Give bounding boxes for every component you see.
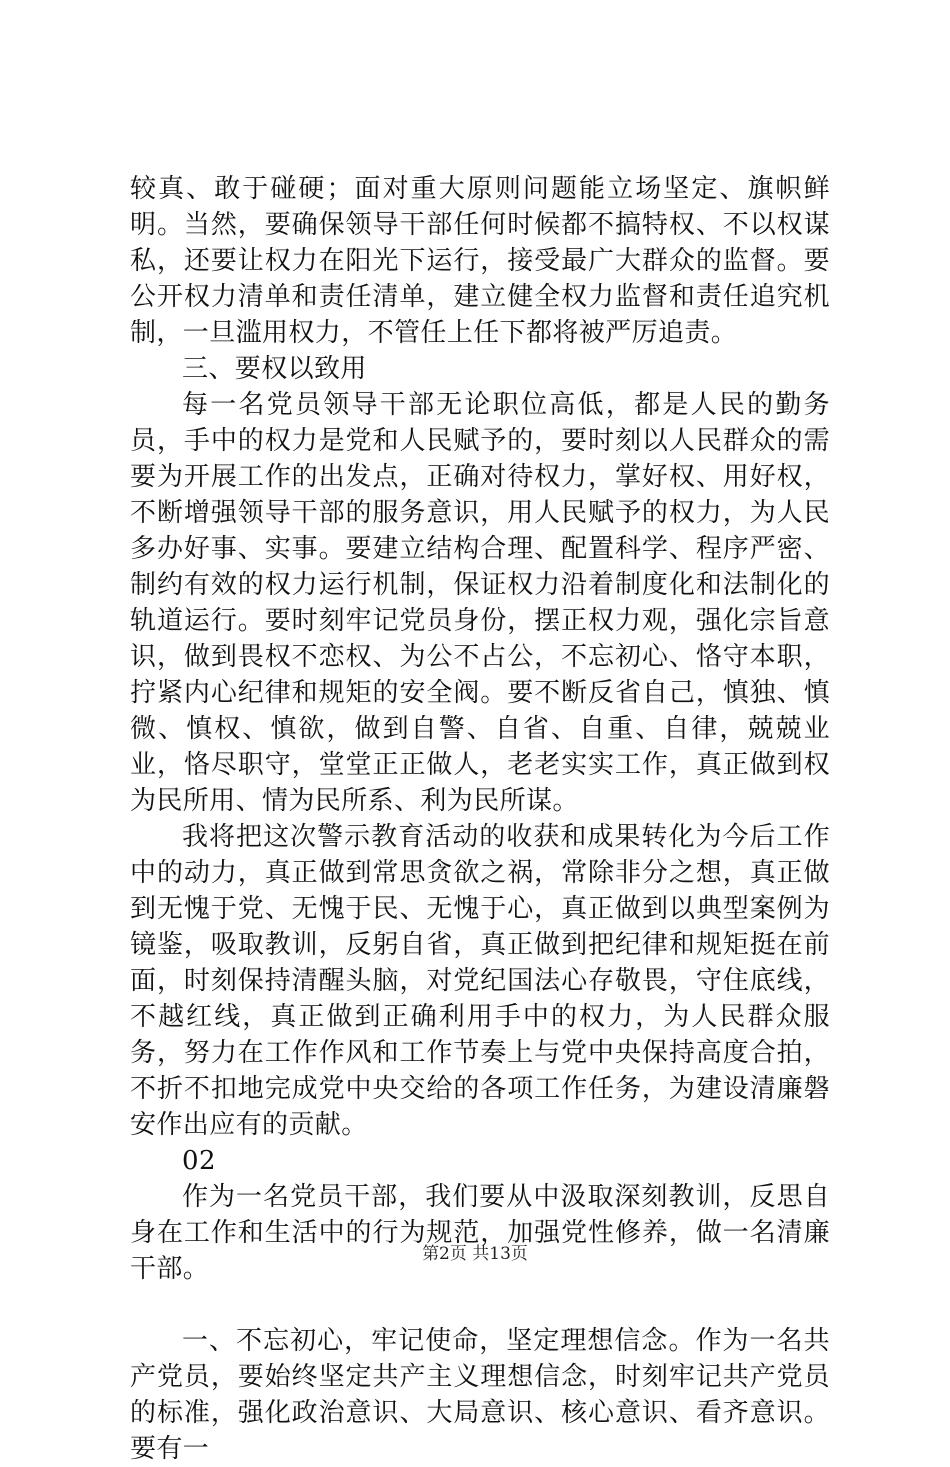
paragraph-servant-of-people: 每一名党员领导干部无论职位高低，都是人民的勤务员，手中的权力是党和人民赋予的，要时刻以人民群众的需要为开展工作的出发点，正确对待权力，掌好权、用好权，不断增强领导干部的服务意识，用人民赋予的权力，为人民多办好事、实事。要建立结构合理、配置科学、程序严密、制约有效的权力运行机制，保证权力沿着制度化和法制化的轨道运行。要时刻牢记党员身份，摆正权力观，强化宗旨意识，做到畏权不恋权、为公不占公，不忘初心、恪守本职，拧紧内心纪律和规矩的安全阀。要不断反省自己，慎独、慎微、慎权、慎欲，做到自警、自省、自重、自律，兢兢业业，恪尽职守，堂堂正正做人，老老实实工作，真正做到权为民所用、情为民所系、利为民所谋。	[130, 390, 830, 816]
page-footer: 第2页 共13页	[422, 1244, 528, 1264]
document-body	[130, 171, 830, 1467]
paragraph-lessons: 作为一名党员干部，我们要从中汲取深刻教训，反思自身在工作和生活中的行为规范，加强党性修养，做一名清廉干部。	[130, 1182, 830, 1284]
paragraph-spacer	[130, 1287, 830, 1323]
paragraph-personal-commitment: 我将把这次警示教育活动的收获和成果转化为今后工作中的动力，真正做到常思贪欲之祸，常除非分之想，真正做到无愧于党、无愧于民、无愧于心，真正做到以典型案例为镜鉴，吸取教训，反躬自省，真正做到把纪律和规矩挺在前面，时刻保持清醒头脑，对党纪国法心存敬畏，守住底线，不越红线，真正做到正确利用手中的权力，为人民群众服务，努力在工作作风和工作节奏上与党中央保持高度合拍，不折不扣地完成党中央交给的各项工作任务，为建设清廉磐安作出应有的贡献。	[130, 822, 830, 1140]
paragraph-power-supervision: 较真、敢于碰硬；面对重大原则问题能立场坚定、旗帜鲜明。当然，要确保领导干部任何时候都不搞特权、不以权谋私，还要让权力在阳光下运行，接受最广大群众的监督。要公开权力清单和责任清单，建立健全权力监督和责任追究机制，一旦滥用权力，不管任上任下都将被严厉追责。	[130, 174, 830, 348]
section-heading-power-use: 三、要权以致用	[182, 354, 367, 384]
paragraph-original-mission: 一、不忘初心，牢记使命，坚定理想信念。作为一名共产党员，要始终坚定共产主义理想信念，时刻牢记共产党员的标准，强化政治意识、大局意识、核心意识、看齐意识。要有一	[130, 1326, 830, 1464]
section-number-02: 02	[182, 1146, 216, 1176]
